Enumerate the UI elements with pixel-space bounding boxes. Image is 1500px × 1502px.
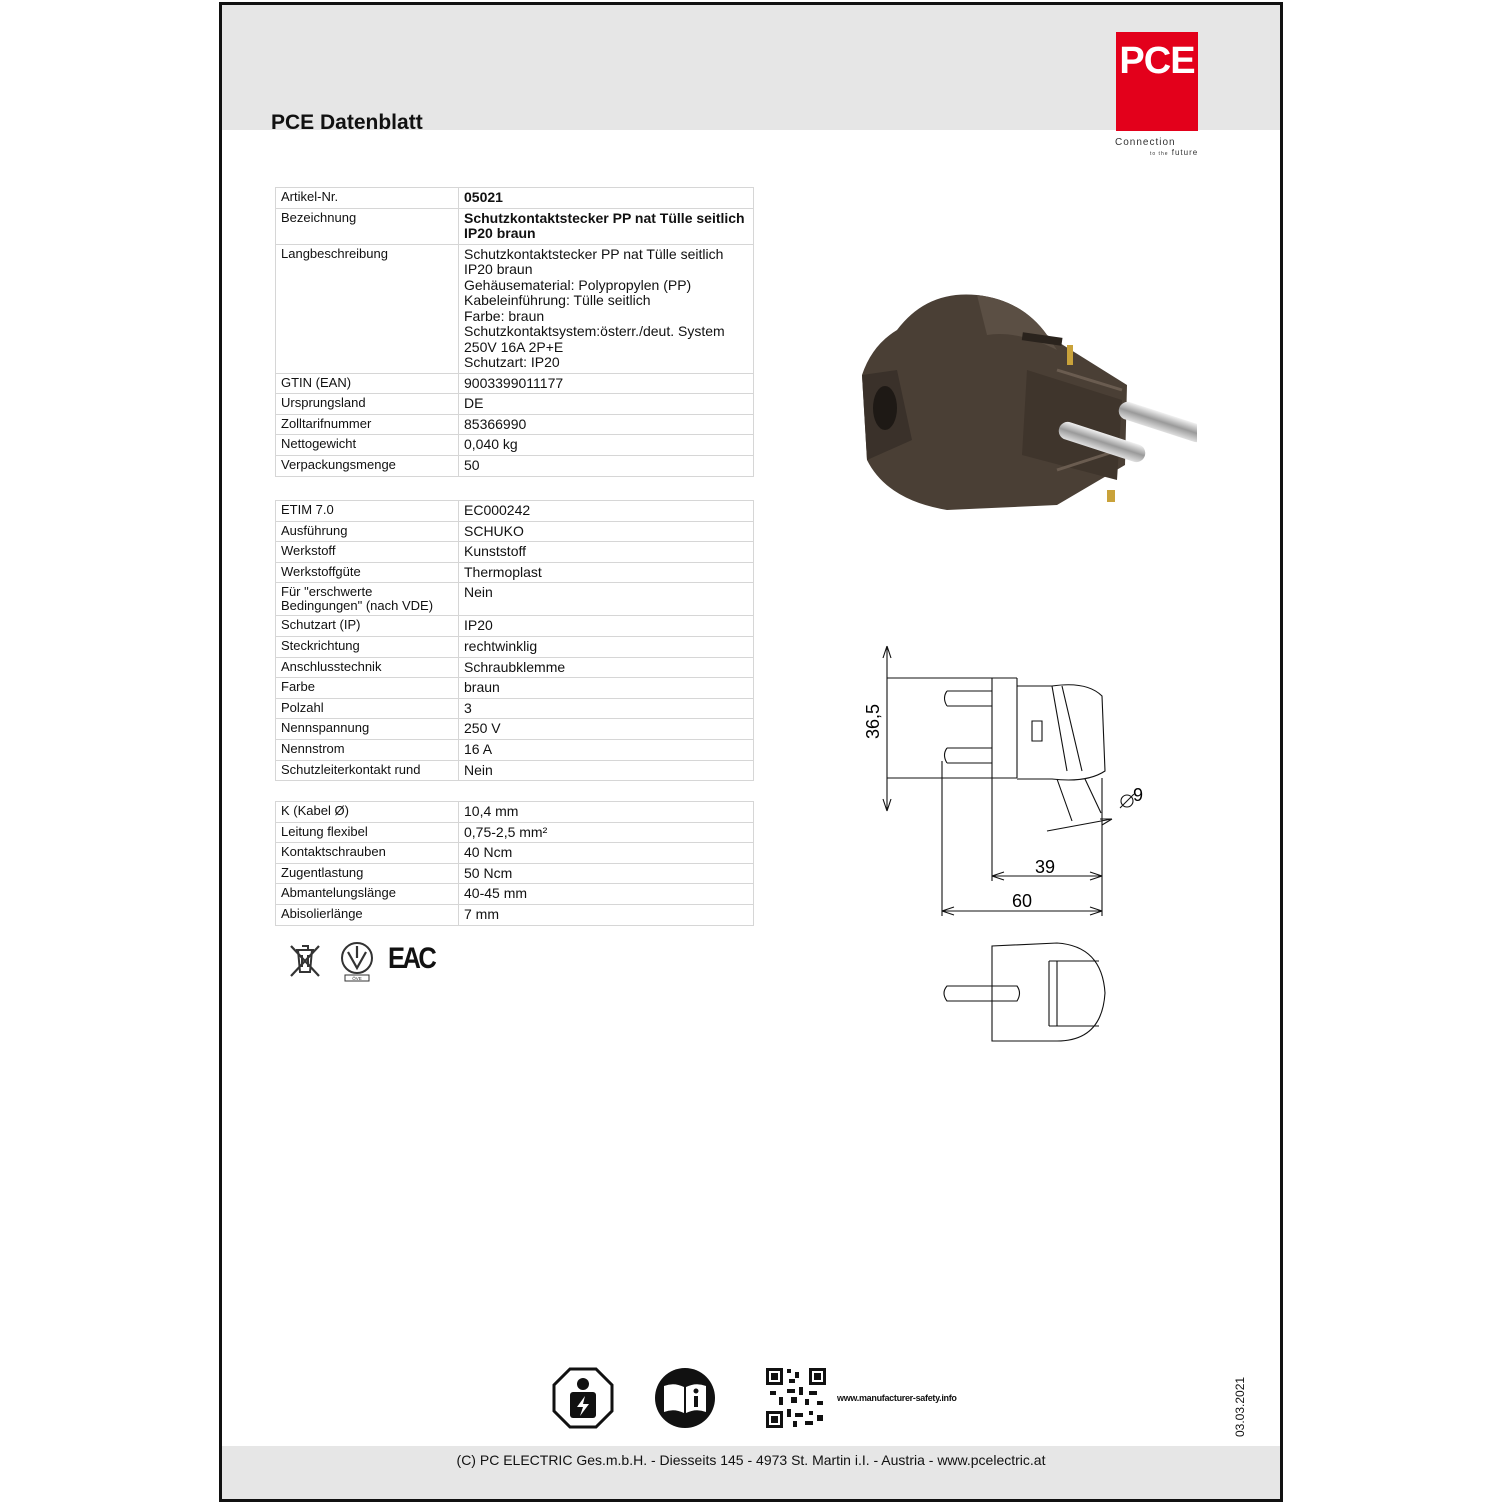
dimension-height: 36,5 [863,703,883,739]
logo-tagline-sub: to the future [1150,148,1199,157]
table-row [276,188,754,209]
spec-label: Abmantelungslänge [276,884,459,905]
table-row [276,455,754,476]
spec-value: 10,4 mm [459,802,754,823]
product-photo [857,290,1197,540]
table-row [276,802,754,823]
spec-label: GTIN (EAN) [276,373,459,394]
dimension-diameter: 9 [1133,785,1144,805]
spec-label: Nettogewicht [276,435,459,456]
spec-label: Verpackungsmenge [276,455,459,476]
spec-label: Zugentlastung [276,863,459,884]
spec-value: 50 Ncm [459,863,754,884]
qr-code-icon [765,1367,827,1429]
spec-value: 16 A [459,739,754,760]
table-row [276,760,754,781]
spec-value: DE [459,394,754,415]
etim-table [275,500,754,781]
table-row [276,208,754,244]
spec-value: 7 mm [459,904,754,925]
table-row [276,583,754,616]
eac-mark-icon: EAC [388,942,435,975]
spec-label: Bezeichnung [276,208,459,244]
spec-label: Langbeschreibung [276,244,459,373]
dimension-total-length: 60 [1012,891,1033,911]
logo-tagline-main: Connection [1115,137,1176,148]
table-row [276,739,754,760]
spec-value: EC000242 [459,501,754,522]
spec-label: Nennspannung [276,719,459,740]
spec-value: IP20 [459,616,754,637]
spec-value: 05021 [459,188,754,209]
table-row [276,373,754,394]
table-row [276,843,754,864]
spec-value: Kunststoff [459,542,754,563]
datasheet-page [219,2,1283,1502]
table-row [276,616,754,637]
pce-logo: PCE [1116,32,1198,131]
spec-label: Anschlusstechnik [276,657,459,678]
spec-label: Zolltarifnummer [276,414,459,435]
spec-value: rechtwinklig [459,636,754,657]
table-row [276,414,754,435]
spec-value: Thermoplast [459,562,754,583]
spec-label: Leitung flexibel [276,822,459,843]
spec-value: 40 Ncm [459,843,754,864]
spec-label: Abisolierlänge [276,904,459,925]
safety-info-url[interactable]: www.manufacturer-safety.info [837,1393,957,1403]
spec-label: Steckrichtung [276,636,459,657]
spec-label: Schutzleiterkontakt rund [276,760,459,781]
spec-label: Schutzart (IP) [276,616,459,637]
spec-label: Nennstrom [276,739,459,760]
page-title: PCE Datenblatt [271,111,423,134]
spec-label: Polzahl [276,698,459,719]
spec-value: 0,75-2,5 mm² [459,822,754,843]
spec-label: Ursprungsland [276,394,459,415]
table-row [276,562,754,583]
document-date: 03.03.2021 [1233,1376,1247,1437]
spec-label: K (Kabel Ø) [276,802,459,823]
table-row [276,394,754,415]
table-row [276,435,754,456]
read-manual-icon [654,1367,716,1429]
spec-value: Nein [459,760,754,781]
spec-value: 250 V [459,719,754,740]
table-row [276,904,754,925]
ove-mark-icon [335,940,379,984]
dimension-inner-length: 39 [1035,857,1056,877]
table-row [276,521,754,542]
table-row [276,884,754,905]
table-row [276,636,754,657]
spec-value: Schutzkontaktstecker PP nat Tülle seitlich IP20 braun Gehäusematerial: Polypropylen (PP) Kabeleinführung: Tülle seitlich Farbe: braun Schutzkontaktsystem:österr./deut. System 250V 16A 2P+E Schutzart: IP20 [459,244,754,373]
spec-value: 50 [459,455,754,476]
technical-drawing [857,641,1187,1051]
spec-value: 85366990 [459,414,754,435]
table-row [276,542,754,563]
spec-value: Nein [459,583,754,616]
table-row [276,822,754,843]
spec-value: SCHUKO [459,521,754,542]
table-row [276,719,754,740]
spec-value: Schraubklemme [459,657,754,678]
table-row [276,657,754,678]
spec-label: Kontaktschrauben [276,843,459,864]
svg-text:ÖVE: ÖVE [352,976,362,981]
spec-label: Werkstoffgüte [276,562,459,583]
footer-copyright: (C) PC ELECTRIC Ges.m.b.H. - Diesseits 145 - 4973 St. Martin i.I. - Austria - www.pcelectric.at [456,1452,1046,1468]
spec-label: Für "erschwerte Bedingungen" (nach VDE) [276,583,459,616]
spec-label: Werkstoff [276,542,459,563]
general-data-table [275,187,754,477]
spec-label: Ausführung [276,521,459,542]
table-row [276,698,754,719]
spec-value: 0,040 kg [459,435,754,456]
technical-table [275,801,754,926]
spec-value: 40-45 mm [459,884,754,905]
spec-label: Artikel-Nr. [276,188,459,209]
qualified-electrician-icon [552,1367,614,1429]
table-row [276,678,754,699]
table-row [276,863,754,884]
spec-value: 9003399011177 [459,373,754,394]
weee-bin-icon [285,940,325,980]
spec-value: 3 [459,698,754,719]
spec-value: Schutzkontaktstecker PP nat Tülle seitlich IP20 braun [459,208,754,244]
spec-label: Farbe [276,678,459,699]
spec-label: ETIM 7.0 [276,501,459,522]
spec-value: braun [459,678,754,699]
table-row [276,244,754,373]
table-row [276,501,754,522]
